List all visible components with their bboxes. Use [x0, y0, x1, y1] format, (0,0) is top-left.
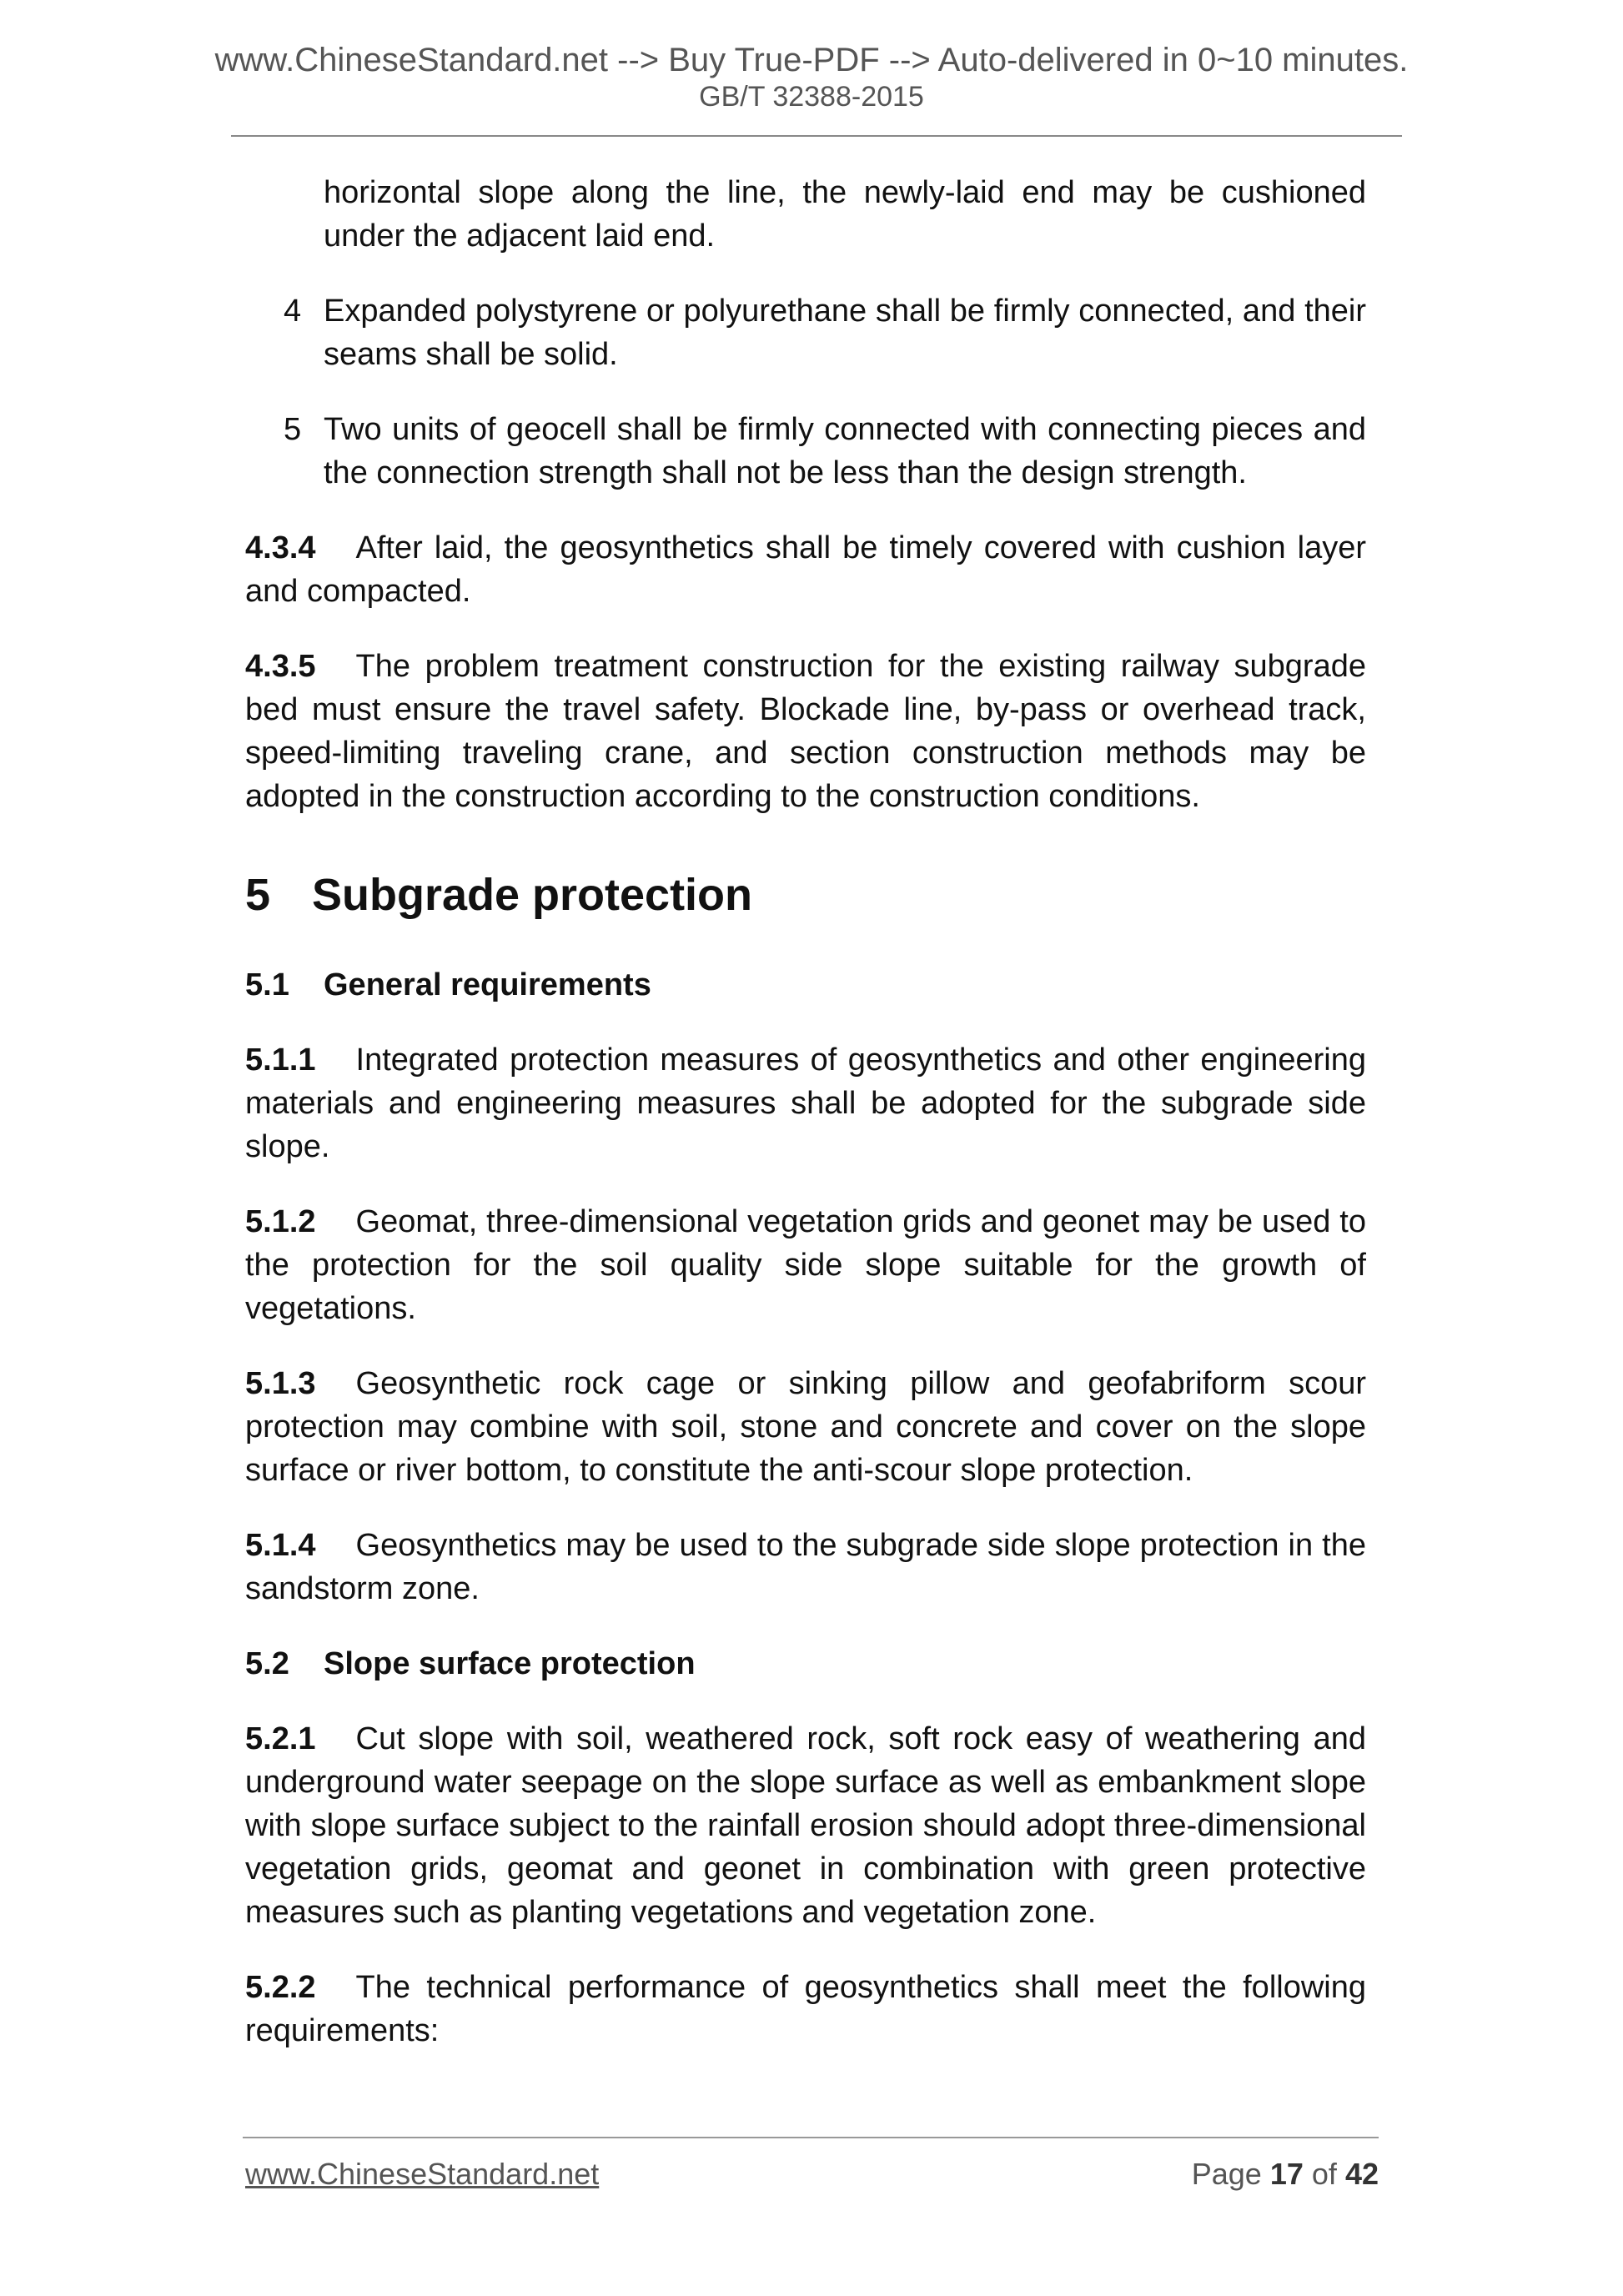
- standard-code: GB/T 32388-2015: [699, 81, 924, 113]
- clause-text: The problem treatment construction for the existing railway subgrade bed must ensure the travel safety. Blockade line, by-pass or overhead track, speed-limiting traveling crane, and section construction methods may be adopted in the construction according to the construction conditions.: [245, 649, 1366, 814]
- page-header: [0, 40, 1623, 113]
- clause-number: 4.3.4: [245, 530, 316, 565]
- clause-text: Cut slope with soil, weathered rock, soft rock easy of weathering and underground water seepage on the slope surface as well as embankment slope with slope surface subject to the rainfall erosion should adopt three-dimensional vegetation grids, geomat and geonet in combination with green protective measures such as planting vegetations and vegetation zone.: [245, 1721, 1366, 1930]
- footer-divider: [243, 2137, 1379, 2138]
- clause-text: The technical performance of geosynthetics shall meet the following requirements:: [245, 1970, 1366, 2048]
- clause-5-1-1: [245, 1038, 1366, 1168]
- clause-number: 5.1.4: [245, 1528, 316, 1563]
- subsection-title: General requirements: [324, 967, 651, 1002]
- clause-text: Geosynthetics may be used to the subgrade side slope protection in the sandstorm zone.: [245, 1528, 1366, 1606]
- clause-number: 4.3.5: [245, 649, 316, 684]
- subsection-heading-5-1: [245, 963, 1366, 1007]
- clause-text: After laid, the geosynthetics shall be timely covered with cushion layer and compacted.: [245, 530, 1366, 609]
- clause-5-2-2: [245, 1966, 1366, 2052]
- subsection-number: 5.1: [245, 967, 289, 1002]
- list-item-number: 5: [284, 412, 302, 447]
- header-banner: www.ChineseStandard.net --> Buy True-PDF --> Auto-delivered in 0~10 minutes.: [214, 42, 1409, 78]
- clause-5-1-4: [245, 1524, 1366, 1610]
- clause-5-1-2: [245, 1200, 1366, 1330]
- list-item-5: [245, 408, 1366, 495]
- subsection-title: Slope surface protection: [324, 1646, 696, 1681]
- footer-site-link[interactable]: www.ChineseStandard.net: [245, 2157, 600, 2191]
- list-item-text: Expanded polystyrene or polyurethane shall be firmly connected, and their seams shall be solid.: [324, 294, 1366, 372]
- clause-5-1-3: [245, 1362, 1366, 1492]
- section-number: 5: [245, 870, 271, 920]
- document-body: [245, 171, 1366, 2084]
- clause-4-3-4: [245, 526, 1366, 613]
- list-item-text: horizontal slope along the line, the newly-laid end may be cushioned under the adjacent laid end.: [324, 175, 1366, 254]
- section-title: Subgrade protection: [312, 870, 753, 920]
- clause-5-2-1: [245, 1717, 1366, 1934]
- clause-4-3-5: [245, 645, 1366, 818]
- subsection-number: 5.2: [245, 1646, 289, 1681]
- clause-number: 5.2.1: [245, 1721, 316, 1756]
- clause-text: Geomat, three-dimensional vegetation grids and geonet may be used to the protection for the soil quality side slope suitable for the growth of vegetations.: [245, 1204, 1366, 1326]
- section-heading-5: [245, 868, 1366, 922]
- clause-number: 5.1.1: [245, 1042, 316, 1078]
- list-item-4: [245, 289, 1366, 376]
- page-label: Page: [1191, 2157, 1262, 2191]
- list-item-text: Two units of geocell shall be firmly connected with connecting pieces and the connection strength shall not be less than the design strength.: [324, 412, 1366, 490]
- page-of-label: of: [1311, 2157, 1337, 2191]
- clause-number: 5.1.2: [245, 1204, 316, 1239]
- total-pages: 42: [1344, 2157, 1379, 2191]
- clause-number: 5.2.2: [245, 1970, 316, 2005]
- page-number: [1192, 2156, 1379, 2193]
- list-item-number: 4: [284, 294, 302, 329]
- clause-text: Geosynthetic rock cage or sinking pillow and geofabriform scour protection may combine with soil, stone and concrete and cover on the slope surface or river bottom, to constitute the anti-scour slope protection.: [245, 1366, 1366, 1488]
- subsection-heading-5-2: [245, 1642, 1366, 1686]
- clause-text: Integrated protection measures of geosynthetics and other engineering materials and engineering measures shall be adopted for the subgrade side slope.: [245, 1042, 1366, 1164]
- clause-number: 5.1.3: [245, 1366, 316, 1401]
- list-item-continuation: [245, 171, 1366, 258]
- current-page: 17: [1269, 2157, 1304, 2191]
- header-divider: [231, 135, 1402, 137]
